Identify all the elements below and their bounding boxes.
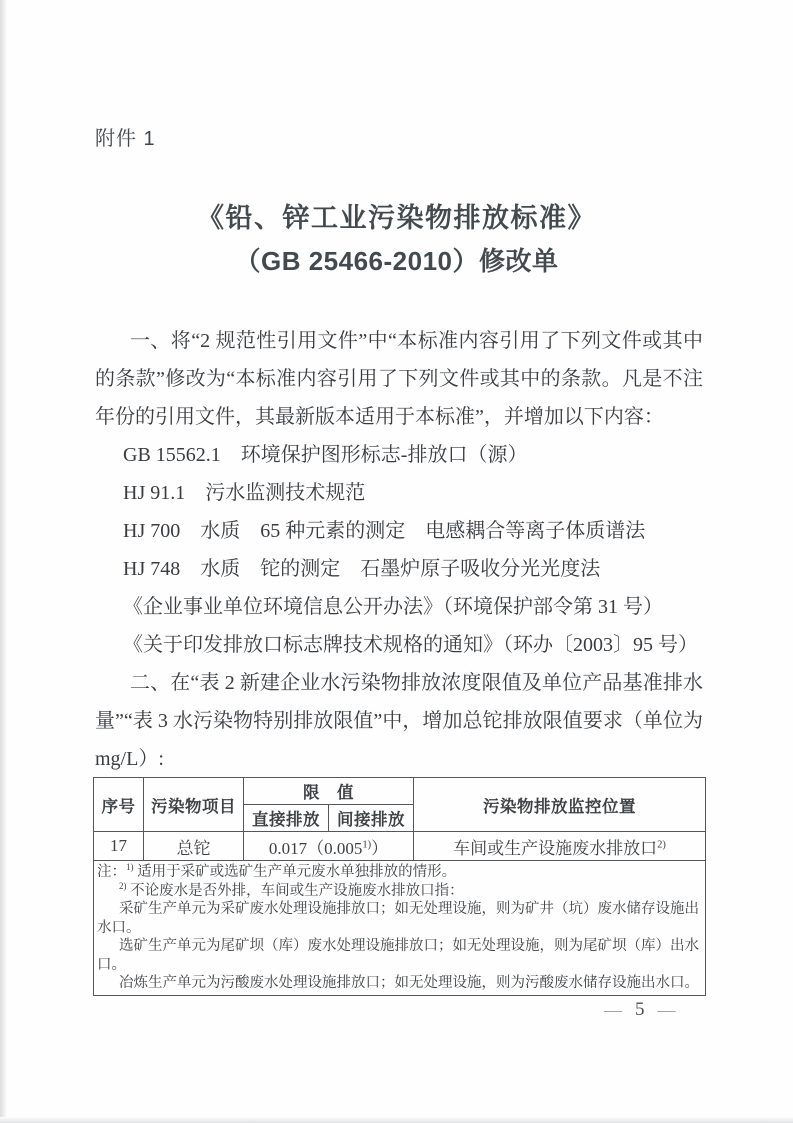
note-2: [97, 882, 701, 901]
note-1: [97, 863, 701, 882]
scan-edge-left: [0, 0, 7, 1123]
header-monitor: 污染物排放监控位置: [414, 778, 706, 832]
reference-item: 《企业事业单位环境信息公开办法》（环境保护部令第 31 号）: [123, 596, 663, 618]
reference-item: 《关于印发排放口标志牌技术规格的通知》（环办〔2003〕95 号）: [123, 634, 698, 656]
page-footer: [604, 999, 676, 1021]
note-1-marker: 1): [126, 862, 134, 873]
paragraph-1: 一、将“2 规范性引用文件”中“本标准内容引用了下列文件或其中的条款”修改为“本标准内容引用了下列文件或其中的条款。凡是不注年份的引用文件，其最新版本适用于本标准”，并增加以下内容：: [95, 330, 703, 428]
table-row: [94, 832, 706, 861]
note-3: 采矿生产单元为采矿废水处理设施排放口；如无处理设施，则为矿井（坑）废水储存设施出水口。: [97, 901, 699, 936]
note-4: 选矿生产单元为尾矿坝（库）废水处理设施排放口；如无处理设施，则为尾矿坝（库）出水口。: [97, 938, 699, 973]
limit-value: 0.017（0.005: [268, 838, 363, 858]
footer-dash-left: —: [604, 1000, 622, 1020]
monitor-footnote-ref: 2): [657, 838, 666, 850]
note-2-marker: 2): [119, 880, 127, 891]
cell-pollutant: 总铊: [144, 832, 244, 861]
cell-limit: [244, 832, 414, 861]
cell-no: 17: [94, 832, 144, 861]
header-indirect: 间接排放: [329, 805, 414, 832]
reference-item: HJ 700 水质 65 种元素的测定 电感耦合等离子体质谱法: [123, 520, 646, 542]
monitor-text: 车间或生产设施废水排放口: [453, 838, 658, 858]
attachment-label: 附件 1: [95, 128, 156, 150]
scan-edge-bottom: [0, 1117, 793, 1123]
title-line-2: （GB 25466-2010）修改单: [234, 246, 559, 276]
note-1-text: 适用于采矿或选矿生产单元废水单独排放的情形。: [133, 864, 457, 880]
cell-monitor: [414, 832, 706, 861]
header-limit: 限 值: [244, 778, 414, 805]
reference-item: HJ 91.1 污水监测技术规范: [123, 482, 366, 504]
limits-table: [93, 777, 706, 996]
table-notes: [94, 861, 706, 996]
table-notes-row: [94, 861, 706, 996]
note-2-text: 不论废水是否外排，车间或生产设施废水排放口指：: [126, 882, 464, 899]
note-5: 冶炼生产单元为污酸废水处理设施排放口；如无处理设施，则为污酸废水储存设施出水口。: [119, 975, 699, 991]
paragraph-2: 二、在“表 2 新建企业水污染物排放浓度限值及单位产品基准排水量”“表 3 水污染物特别排放限值”中，增加总铊排放限值要求（单位为 mg/L）:: [95, 672, 703, 770]
header-direct: 直接排放: [244, 805, 329, 832]
limit-value-close: ）: [371, 838, 389, 858]
document-body: [95, 322, 703, 778]
note-label: 注：: [97, 864, 126, 880]
reference-item: HJ 748 水质 铊的测定 石墨炉原子吸收分光光度法: [123, 558, 601, 580]
reference-list: [95, 436, 703, 664]
header-pollutant: 污染物项目: [144, 778, 244, 832]
limit-footnote-ref: 1): [362, 838, 372, 850]
document-title: [0, 203, 793, 276]
table-header-row-1: [94, 778, 706, 805]
page-number: 5: [635, 999, 645, 1020]
title-line-1: 《铅、锌工业污染物排放标准》: [197, 203, 596, 233]
header-no: 序号: [94, 778, 144, 832]
reference-item: GB 15562.1 环境保护图形标志-排放口（源）: [123, 444, 528, 466]
footer-dash-right: —: [657, 1000, 676, 1020]
